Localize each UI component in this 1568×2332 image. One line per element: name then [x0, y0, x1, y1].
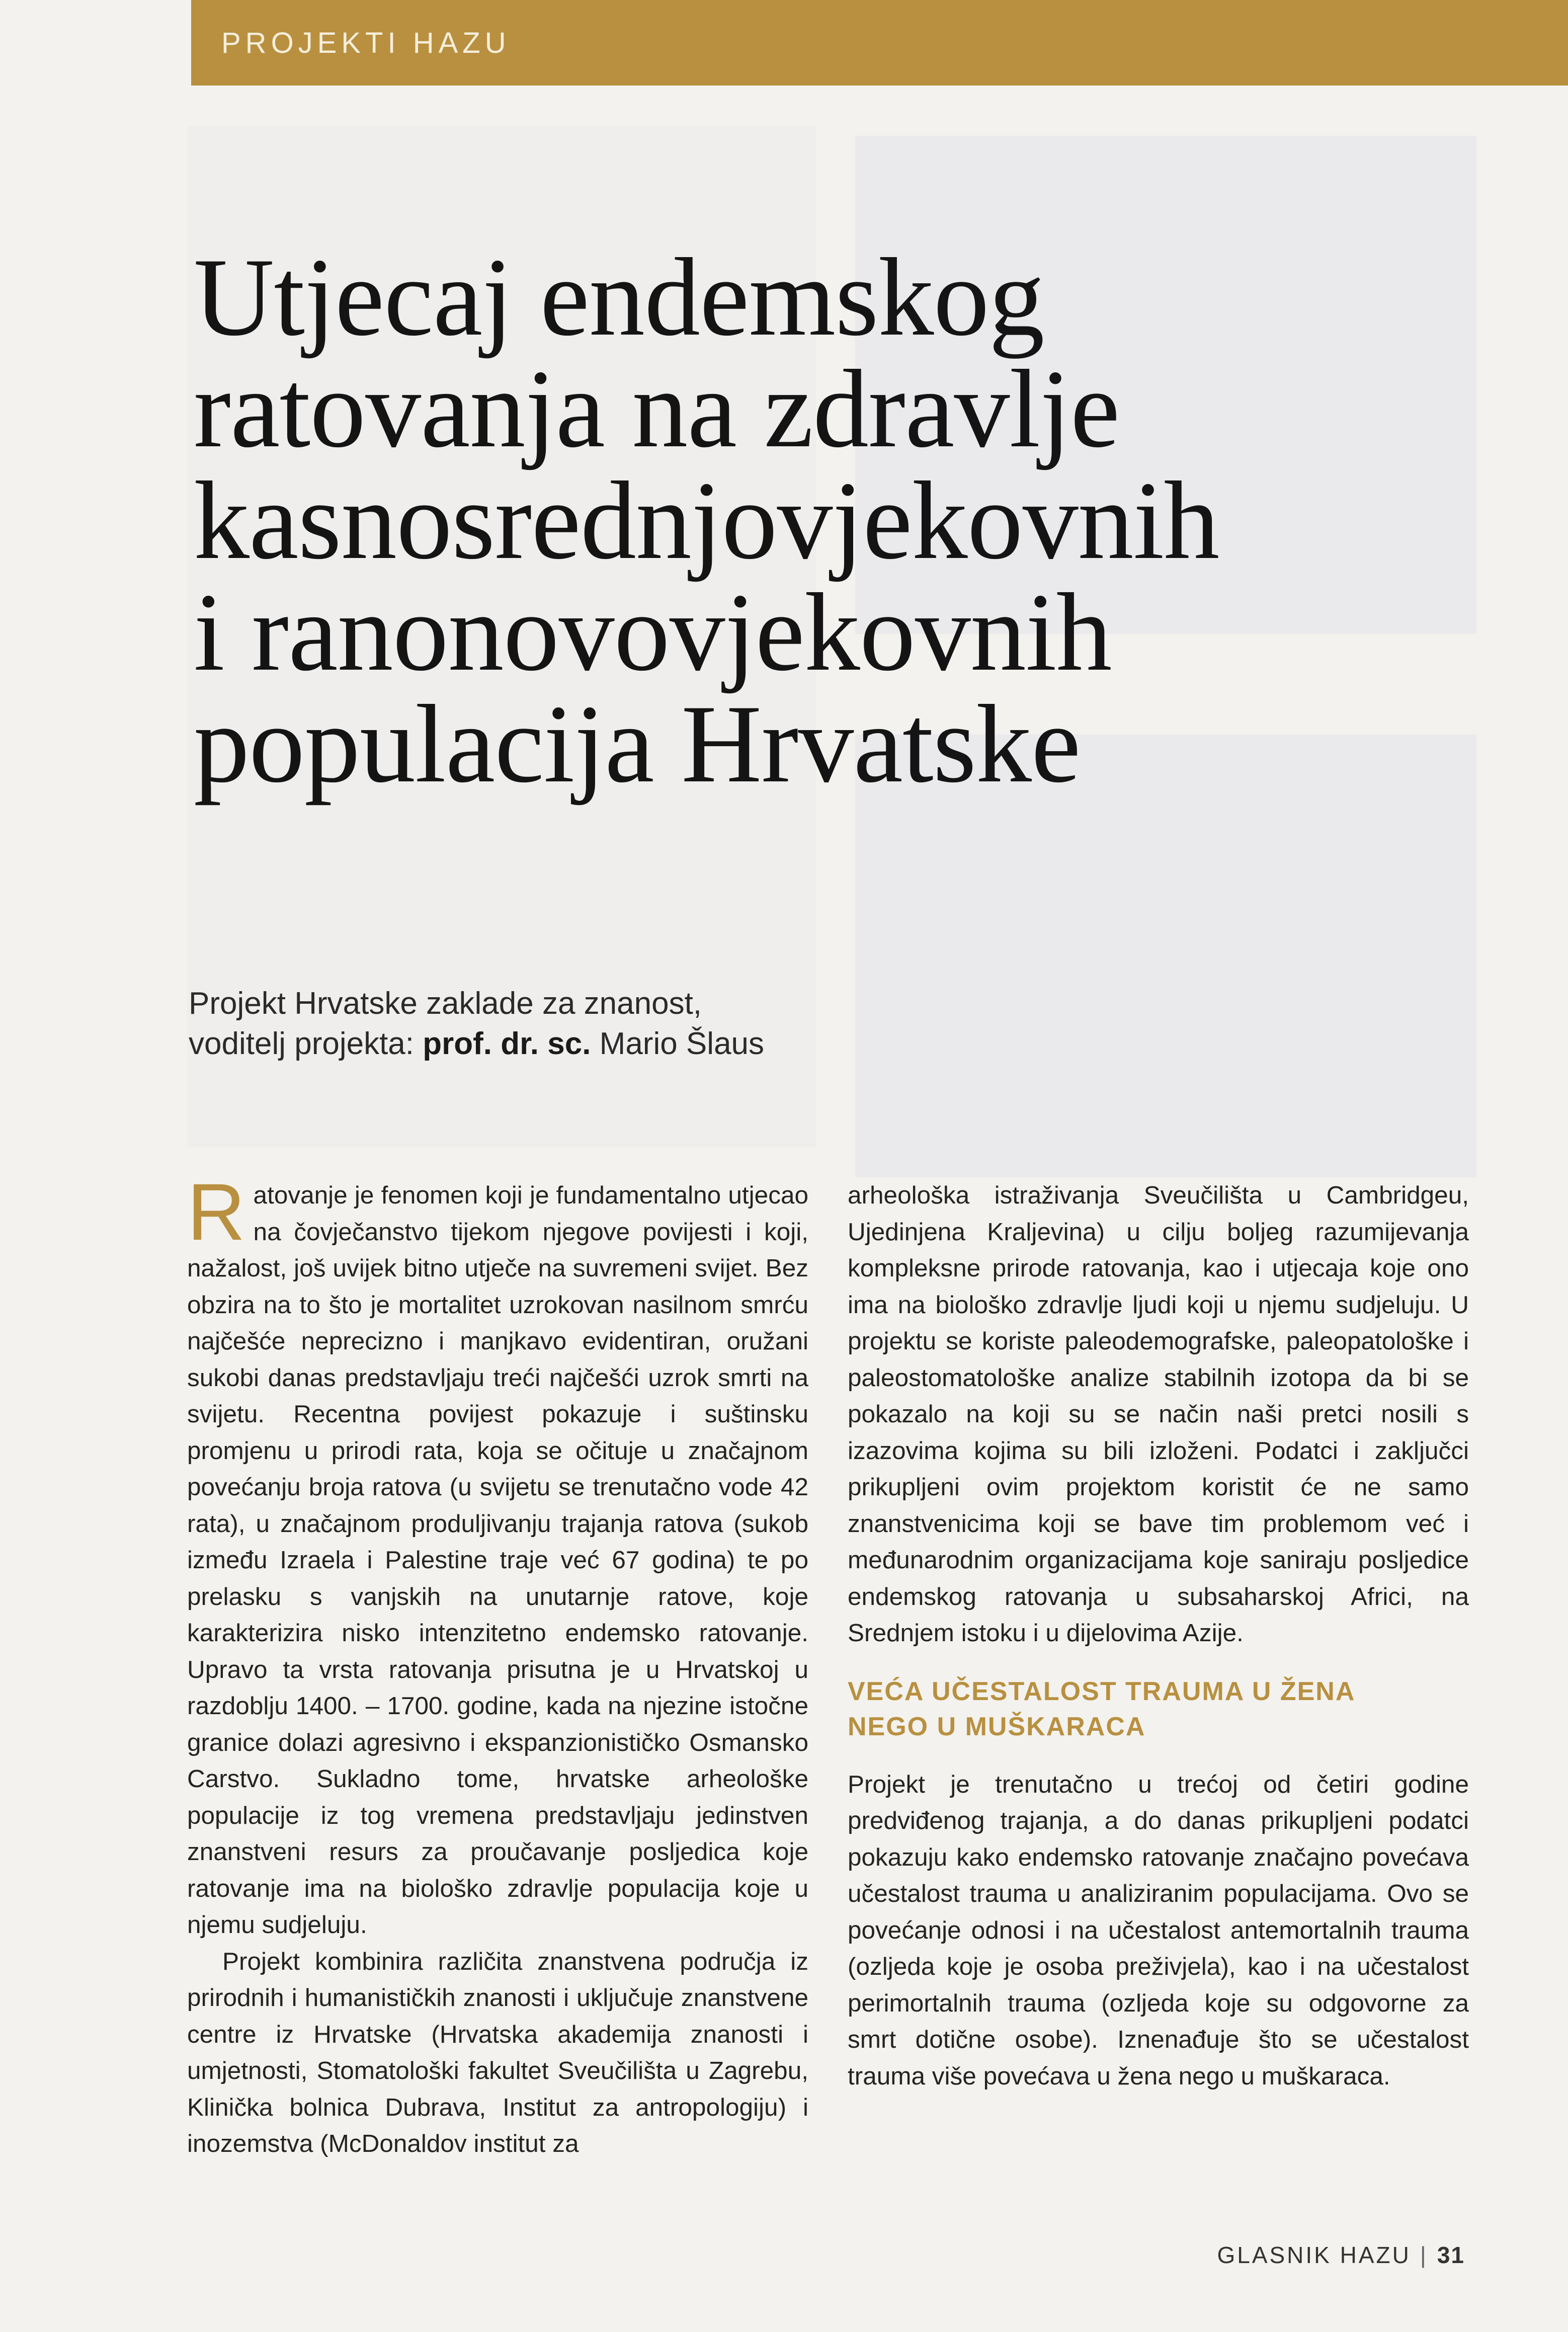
- section-heading-line: VEĆA UČESTALOST TRAUMA U ŽENA: [848, 1676, 1356, 1706]
- title-line: populacija Hrvatske: [194, 682, 1081, 806]
- subtitle-line: [189, 1024, 893, 1064]
- publication-name: GLASNIK HAZU: [1217, 2242, 1411, 2268]
- article-title: [194, 235, 1481, 806]
- article-column-right: [848, 1177, 1469, 2095]
- paragraph: Projekt kombinira različita znanstvena područja iz prirodnih i humanističkih znanosti i uključuje znanstvene centre iz Hrvatske (Hrvatska akademija znanosti i umjetnosti, Stomatološki fakultet Sveučilišta u Zagrebu, Klinička bolnica Dubrava, Institut za antropologiju) i inozemstva (McDonaldov institut za: [187, 1947, 808, 2157]
- lead-title: prof. dr. sc.: [423, 1026, 591, 1061]
- section-label: PROJEKTI HAZU: [221, 27, 511, 59]
- subtitle-prefix: voditelj projekta:: [189, 1026, 423, 1061]
- article-column-left: [187, 1167, 808, 2162]
- title-line: i ranonovovjekovnih: [194, 571, 1112, 694]
- page-number: 31: [1437, 2242, 1465, 2268]
- paragraph-text: atovanje je fenomen koji je fundamentalno utjecao na čovječanstvo tijekom njegove povijesti i koji, nažalost, još uvijek bitno utječe na suvremeni svijet. Bez obzira na to što je mortalitet uzrokovan nasilnom smrću najčešće neprecizno i manjkavo evidentiran, oružani sukobi danas predstavljaju treći najčešći uzrok smrti na svijetu. Recentna povijest pokazuje i suštinsku promjenu u prirodi rata, koja se očituje u značajnom povećanju broja ratova (u svijetu se trenutačno vode 42 rata), u značajnom produljivanju trajanja ratova (sukob između Izraela i Palestine traje već 67 godina) te po prelasku s vanjskih na unutarnje ratove, koje karakterizira nisko intenzitetno endemsko ratovanje. Upravo ta vrsta ratovanja prisutna je u Hrvatskoj u razdoblju 1400. – 1700. godine, kada na njezine istočne granice dolazi agresivno i ekspanzionističko Osmansko Carstvo. Sukladno tome, hrvatske arheološke populacije iz tog vremena predstavljaju jedinstven znanstveni resurs za proučavanje posljedica koje ratovanje ima na biološko zdravlje populacija koje u njemu sudjeluju.: [187, 1181, 808, 1939]
- page-footer: [1217, 2241, 1465, 2269]
- section-heading-line: NEGO U MUŠKARACA: [848, 1712, 1146, 1741]
- footer-separator: |: [1420, 2242, 1428, 2268]
- subtitle-line: Projekt Hrvatske zaklade za znanost,: [189, 986, 702, 1021]
- drop-cap: R: [187, 1167, 245, 1257]
- section-heading: [848, 1674, 1469, 1744]
- paragraph: [187, 1167, 808, 1944]
- title-line: ratovanja na zdravlje: [194, 347, 1120, 471]
- paragraph: arheološka istraživanja Sveučilišta u Cambridgeu, Ujedinjena Kraljevina) u cilju boljeg razumijevanja kompleksne prirode ratovanja, kao i utjecaja koje ono ima na biološko zdravlje ljudi koji u njemu sudjeluju. U projektu se koriste paleodemografske, paleopatološke i paleostomatološke analize stabilnih izotopa da bi se pokazalo na koji su se način naši pretci nosili s izazovima kojima su bili izloženi. Podatci i zaključci prikupljeni ovim projektom koristit će ne samo znanstvenicima koji se bave tim problemom već i međunarodnim organizacijama koje saniraju posljedice endemskog ratovanja u subsaharskoj Africi, na Srednjem istoku i u dijelovima Azije.: [848, 1181, 1469, 1647]
- title-line: kasnosrednjovjekovnih: [194, 459, 1219, 583]
- article-subtitle: [189, 984, 893, 1064]
- lead-name: Mario Šlaus: [591, 1026, 765, 1061]
- paragraph: Projekt je trenutačno u trećoj od četiri godine predviđenog trajanja, a do danas prikupljeni podatci pokazuju kako endemsko ratovanje značajno povećava učestalost trauma u analiziranim populacijama. Ovo se povećanje odnosi i na učestalost antemortalnih trauma (ozljeda koje je osoba preživjela), kao i na učestalost perimortalnih trauma (ozljeda koje su odgovorne za smrt dotične osobe). Iznenađuje što se učestalost trauma više povećava u žena nego u muškaraca.: [848, 1770, 1469, 2090]
- title-line: Utjecaj endemskog: [194, 235, 1044, 359]
